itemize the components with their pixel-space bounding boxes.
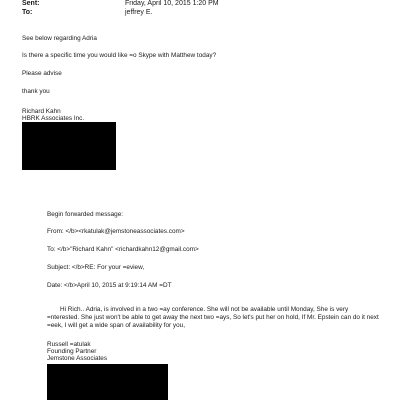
- signature-name: Richard Kahn: [22, 108, 61, 115]
- to-value: jeffrey E.: [125, 9, 153, 16]
- body-line-4: thank you: [22, 88, 50, 95]
- forward-message-line-1: Hi Rich.. Adria, is involved in a two =ay conference. She will not be available until Monday, She is very: [60, 306, 349, 313]
- forward-redaction-block: [47, 364, 168, 400]
- forward-to: To: </b>"Richard Kahn" <richardkahn12@gmail.com>: [47, 246, 199, 253]
- forward-message-line-2: =nterested. She just won't be able to get away the next two =ays, So let's put her on hold, If Mr. Epstein can do it next: [47, 314, 379, 321]
- redaction-block: [22, 122, 116, 170]
- body-line-1: See below regarding Adria: [22, 35, 97, 42]
- signature-company: HBRK Associates Inc.: [22, 115, 85, 122]
- body-line-2: Is there a specific time you would like =o Skype with Matthew today?: [22, 52, 217, 59]
- forward-date: Date: </b>April 10, 2015 at 9:19:14 AM =DT: [47, 282, 172, 289]
- forward-subject: Subject: </b>RE: For your =eview,: [47, 264, 145, 271]
- forward-from: From: </b><rkatulak@jemstoneassociates.com>: [47, 228, 185, 235]
- forward-signature-title: Founding Partner: [47, 348, 97, 355]
- forward-intro: Begin forwarded message:: [47, 211, 124, 218]
- forward-message-line-3: =eek, I will get a wide span of availability for you,: [47, 322, 186, 329]
- forward-signature-name: Russell =atulak: [47, 341, 91, 348]
- to-label: To:: [22, 9, 33, 16]
- sent-label: Sent:: [22, 0, 40, 7]
- forward-signature-company: Jemstone Associates: [47, 355, 108, 362]
- body-line-3: Please advise: [22, 70, 62, 77]
- sent-value: Friday, April 10, 2015 1:20 PM: [125, 0, 219, 7]
